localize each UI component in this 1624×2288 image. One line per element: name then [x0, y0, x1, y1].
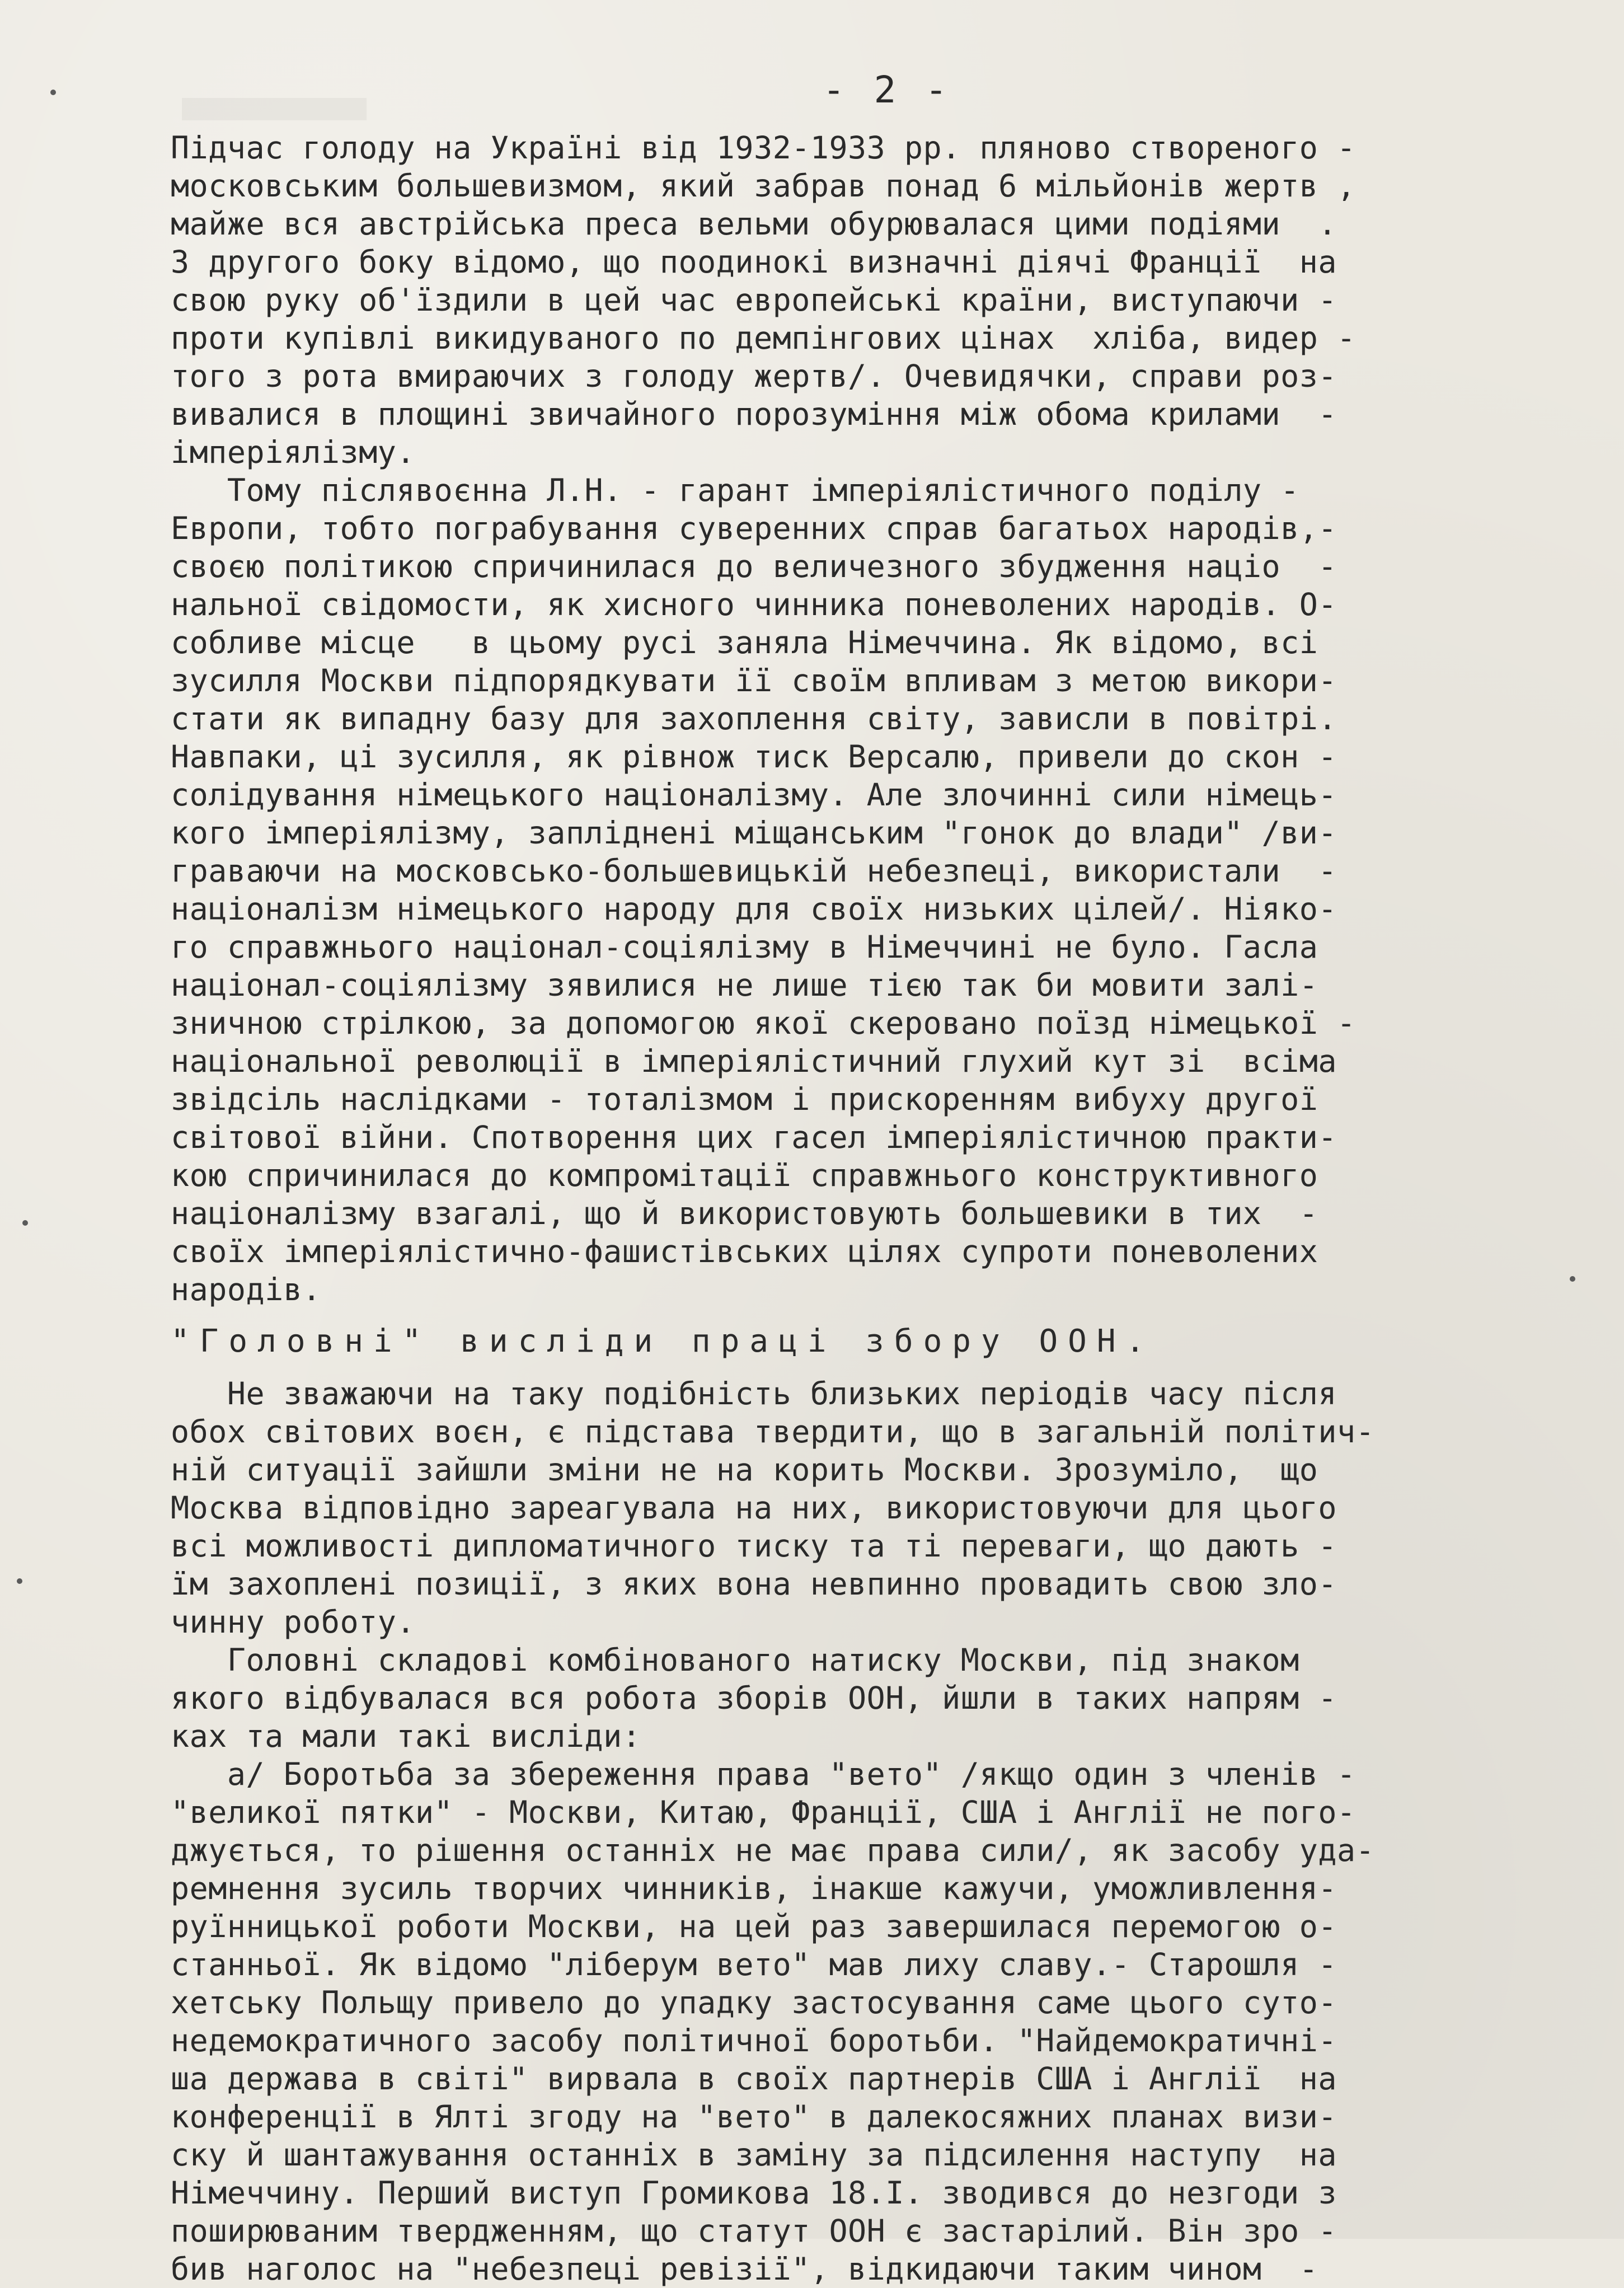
text-line: чинну роботу. [171, 1604, 415, 1640]
text-line: ша держава в світі" вирвала в своїх партнерів США і Англії на [171, 2061, 1337, 2097]
text-line: кого імперіялізму, запліднені міщанським "гонок до влади" /ви- [171, 815, 1337, 851]
text-line: націонал-соціялізму зявилися не лише тією так би мовити залі- [171, 967, 1318, 1003]
text-line: стати як випадну базу для захоплення світу, зависли в повітрі. [171, 701, 1337, 737]
text-line: національної революції в імперіялістичний глухий кут зі всіма [171, 1043, 1337, 1079]
text-line: Головні складові комбінованого натиску Москви, під знаком [171, 1642, 1299, 1678]
typed-text-body [171, 129, 1503, 2288]
text-line: свою руку об'їздили в цей час европейські країни, виступаючи - [171, 282, 1337, 318]
text-line: недемократичного засобу політичної боротьби. "Найдемократичні- [171, 2023, 1337, 2059]
paper-speck [17, 1578, 22, 1584]
spacer [171, 1309, 1503, 1323]
text-line: ремнення зусиль творчих чинників, інакше кажучи, уможливлення- [171, 1870, 1337, 1906]
text-line: Москва відповідно зареагувала на них, використовуючи для цього [171, 1490, 1337, 1526]
text-line: націоналізму взагалі, що й використовують большевики в тих - [171, 1195, 1318, 1231]
text-line: їм захоплені позиції, з яких вона невпинно провадить свою зло- [171, 1566, 1337, 1602]
text-line: конференції в Ялті згоду на "вето" в далекосяжних планах визи- [171, 2099, 1337, 2135]
text-line: народів. [171, 1272, 321, 1307]
text-line: проти купівлі викидуваного по демпінгових цінах хліба, видер - [171, 320, 1356, 356]
text-line: всі можливості дипломатичного тиску та ті переваги, що дають - [171, 1528, 1337, 1564]
text-line: світової війни. Спотворення цих гасел імперіялістичною практи- [171, 1119, 1337, 1155]
text-line: поширюваним твердженням, що статут ООН є застарілий. Він зро - [171, 2213, 1337, 2249]
text-line: граваючи на московсько-большевицькій небезпеці, використали - [171, 853, 1337, 889]
text-line: Не зважаючи на таку подібність близьких періодів часу після [171, 1376, 1337, 1412]
text-line: кою спричинилася до компромітації справжнього конструктивного [171, 1157, 1318, 1193]
text-line: Европи, тобто пограбування суверенних справ багатьох народів,- [171, 510, 1337, 546]
text-line: Навпаки, ці зусилля, як рівнож тиск Версалю, привели до скон - [171, 739, 1337, 775]
text-line: собливе місце в цьому русі заняла Німеччина. Як відомо, всі [171, 625, 1318, 660]
text-line: ках та мали такі вислiди: [171, 1718, 641, 1754]
text-line: обох світових воєн, є підстава твердити, що в загальній політич- [171, 1414, 1375, 1450]
text-line: своєю політикою спричинилася до величезного збудження націо - [171, 548, 1337, 584]
text-line: якого відбувалася вся робота зборів ООН, йшли в таких напрям - [171, 1680, 1337, 1716]
text-line: джується, то рішення останніх не має права сили/, як засобу уда- [171, 1832, 1375, 1868]
text-line: З другого боку відомо, що поодинокі визначні діячі Франції на [171, 244, 1337, 280]
text-line: Німеччину. Перший виступ Громикова 18.І. зводився до незгоди з [171, 2175, 1337, 2211]
text-line: ній ситуації зайшли зміни не на корить Москви. Зрозуміло, що [171, 1452, 1318, 1488]
faded-stamp-mark [182, 98, 367, 120]
text-line: вивалися в площині звичайного порозуміння між обома крилами - [171, 396, 1337, 432]
text-line: солідування німецького націоналізму. Але злочинні сили німець- [171, 777, 1337, 813]
text-line: руїнницької роботи Москви, на цей раз завершилася перемогою о- [171, 1909, 1337, 1944]
text-line: хетську Польщу привело до упадку застосування саме цього суто- [171, 1985, 1337, 2020]
text-line: звідсіль наслідками - тоталізмом і прискоренням вибуху другої [171, 1081, 1318, 1117]
text-line: бив наголос на "небезпеці ревізії", відкидаючи таким чином - [171, 2251, 1318, 2287]
text-line: зничною стрілкою, за допомогою якої скеровано поїзд німецької - [171, 1005, 1356, 1041]
text-line: го справжнього націонал-соціялізму в Німеччині не було. Гасла [171, 929, 1318, 965]
text-line: московським большевизмом, який забрав понад 6 мільйонів жертв , [171, 168, 1356, 204]
text-line: Тому післявоєнна Л.Н. - гарант імперіялістичного поділу - [171, 472, 1299, 508]
text-line: імперіялізму. [171, 434, 415, 470]
text-line: зусилля Москви підпорядкувати її своїм впливам з метою викори- [171, 663, 1337, 698]
text-line: того з рота вмираючих з голоду жертв/. Очевидячки, справи роз- [171, 358, 1337, 394]
text-line: своїх імперіялістично-фашистівських цілях супроти поневолених [171, 1234, 1318, 1269]
paper-speck [50, 90, 56, 95]
text-line: нальної свідомости, як хисного чинника поневолених народів. О- [171, 587, 1337, 622]
text-line: націоналізм німецького народу для своїх низьких цілей/. Ніяко- [171, 891, 1337, 927]
text-line: "великої пятки" - Москви, Китаю, Франції, США і Англії не пого- [171, 1794, 1356, 1830]
text-line: станньої. Як відомо "ліберум вето" мав лиху славу.- Старошля - [171, 1947, 1337, 1982]
paper-speck [22, 1220, 28, 1226]
section-heading: "Головні" вислiди праці збору ООН. [171, 1323, 1155, 1359]
text-line: Підчас голоду на Україні від 1932-1933 рр. пляново створеного - [171, 130, 1356, 166]
text-line: а/ Боротьба за збереження права "вето" /якщо один з членів - [171, 1756, 1356, 1792]
text-line: майже вся австрійська преса вельми обурювалася цими подіями . [171, 206, 1337, 242]
page-number: - 2 - [823, 68, 951, 111]
text-line: ску й шантажування останніх в заміну за підсилення наступу на [171, 2137, 1337, 2173]
paper-speck [1570, 1276, 1575, 1282]
spacer [171, 1361, 1503, 1375]
